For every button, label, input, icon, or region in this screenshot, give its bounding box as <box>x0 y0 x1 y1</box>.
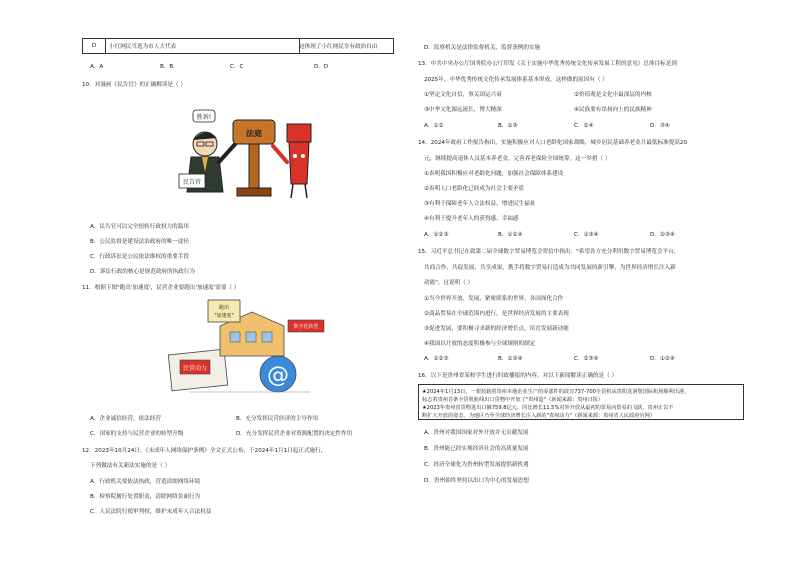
q15-option-d: D．①②④ <box>650 356 675 362</box>
q15-stem-3: 动能"。这说明（ ） <box>424 280 474 286</box>
gavel-label: 法庭 <box>246 129 262 138</box>
speech-bubble: 胜诉! <box>196 114 212 121</box>
q15-item-1: ①当今世界开放、发展、紧密联系的世界，各国深化合作 <box>424 296 564 302</box>
q12-stem-1: 12．2023年10月24日，《未成年人网络保护条例》全文正式公布，于2024年1月1日起正式施行， <box>82 448 327 454</box>
q13-option-a: A．①② <box>424 123 444 129</box>
q12-stem-2: 下列做法有关新法实施的是（ ） <box>90 463 171 469</box>
q12-option-c: C．人民法院行使审判权，维护未成年人合法权益 <box>90 509 212 515</box>
option-d: D．D <box>314 64 329 70</box>
q14-option-d: D．②③④ <box>650 232 675 238</box>
q13-item-3: ③中华文化源远流长，博大精深 <box>424 107 502 113</box>
q16-option-a: A．贵州对我国国家对外开放并无贡献发展 <box>424 430 529 436</box>
q15-item-3: ③促进发展，要积极寻求新的经济增长点，培育发展新动能 <box>424 326 569 332</box>
q10-stem: 10．对漫画《民告官》的正确解读是（ ） <box>82 82 186 88</box>
q14-option-c: C．①③④ <box>574 232 599 238</box>
news-2-line-2: 断扩大开放的姿态，为地区乃至全球经济增长注入新的"贵州动力"（新闻来源：贵州省人民政府官网） <box>422 413 656 419</box>
q15-item-4: ④我国以开放的态度积极参与全球规则的制定 <box>424 341 536 347</box>
q11-option-a: A．企业诚信经营，依法经营 <box>90 416 161 422</box>
cartoon-private-enterprise <box>160 296 340 400</box>
option-b: B．B <box>160 64 174 70</box>
q11-stem: 11．根据下图"跑出'加速度'，民营企业要跑出'加速度'需要（ ） <box>82 285 240 291</box>
q13-item-1: ①坚定文化自信，事关国运兴衰 <box>424 92 502 98</box>
table-cell-right: 这体现了小红网民享有政治自由 <box>299 44 378 50</box>
q15-stem-2: 共商合作、共促发展、共享成果，携手将数字贸易打造成为共同发展的新引擎，为世界经济增长注入新 <box>424 265 676 271</box>
banner-label: 民营动力 <box>182 365 208 372</box>
q13-option-c: C．②④ <box>574 123 594 129</box>
q13-stem-2: 2025年，中华优秀传统文化传承发展体系基本形成。这样做的原因有（ ） <box>424 77 608 83</box>
news-1-line-1: ★2024年1月13日，一架装载着贵州本地企业生产的零部件的波音737-700全货机从贵阳龙洞堡国际机场顺利出港， <box>422 389 690 395</box>
q13-item-2: ②价值观是文化中最深层的内核 <box>574 92 652 98</box>
q15-item-2: ②商品贸易在全球范围内进行，是世界经济发展的主要表现 <box>424 311 569 317</box>
q15-option-b: B．①③④ <box>498 356 523 362</box>
table-cell-left: 小红网民当选为市人大代表 <box>105 39 300 53</box>
option-a: A．A <box>90 64 104 70</box>
sign-label-2: "加速度" <box>214 313 234 319</box>
q14-option-b: B．①②④ <box>498 232 523 238</box>
q15-option-c: C．②③④ <box>574 356 599 362</box>
q15-stem-1: 15．习近平总书记在致第二届全球数字贸易博览会贺信中指出："希望各方充分利用数字贸易博览会平台， <box>418 249 680 255</box>
q10-option-c: C．行政诉讼是公民依法维权的重要手段 <box>90 254 190 260</box>
news-1-line-2: 标志着贵州首条全货机航线出口货物中开放了"贵州造"（新闻来源：贵州日报） <box>422 397 604 403</box>
answer-table-row <box>82 38 394 54</box>
q10-option-a: A．民告官可以完全扭转行政权力的滥用 <box>90 224 189 230</box>
q13-option-d: D．③④ <box>650 123 670 129</box>
option-c: C．C <box>230 64 244 70</box>
sign-label: 民告官 <box>182 179 202 186</box>
q14-item-3: ③有利于保障老年人合法权益，增进民生福祉 <box>424 201 536 207</box>
q16-option-b: B．贵州能已经实现经济社会的高质量发展 <box>424 446 529 452</box>
q14-stem-2: 元，继续提高退休人员基本养老金，完善养老保险全国统筹。这一举措（ ） <box>424 156 611 162</box>
q14-item-1: ①表明我国积极应对老龄化问题，加强社会保障体系建设 <box>424 171 564 177</box>
q12-option-a: A．行政机关要依法执政，营造清朗网络环境 <box>90 479 201 485</box>
q14-item-2: ②表明人口老龄化已经成为社会主要矛盾 <box>424 186 525 192</box>
q12-option-b: B．检察院履行处置职责，清除网络负面行为 <box>90 494 201 500</box>
q16-option-d: D．贵州始终坚持以出口为中心的发展思想 <box>424 478 529 484</box>
q16-stem: 16．以下是贵州省某校学生进行时政播报的内容，对以下新闻解读正确的是（ ） <box>418 373 618 379</box>
q14-option-a: A．①②③ <box>424 232 449 238</box>
q13-stem-1: 13．中共中央办公厅国务院办公厅印发《关于实施中华优秀传统文化传承发展工程的意见》总体目标是到 <box>418 61 677 67</box>
q15-option-a: A．①②③ <box>424 356 449 362</box>
table-cell-label: D <box>83 39 106 53</box>
q11-option-d: D．充分发挥民营企业对资源配置的决定性作用 <box>236 431 353 437</box>
news-2-line-1: ★2023年贵州省货物进出口额759.8亿元，同比增长11.5%对外开放从最初的贸易向贸易的飞跃，贵州正以不 <box>422 405 674 411</box>
q12-option-d: D．监察机关是法律监督机关，监督条例的实施 <box>424 45 541 51</box>
q11-option-c: C．国家的支持与民营企业的转型升级 <box>90 431 184 437</box>
q10-option-b: B．公民监督是建设法治政府的唯一途径 <box>90 239 189 245</box>
q13-item-4: ④民族要有昂扬向上的民族精神 <box>574 107 652 113</box>
q10-option-d: D．诉讼行政的核心是规范政府的执政行为 <box>90 269 195 275</box>
q14-item-4: ④有利于提升老年人的获得感、幸福感 <box>424 216 519 222</box>
cartoon-people-vs-government <box>175 102 325 204</box>
q13-option-b: B．①③ <box>498 123 518 129</box>
tag-label: 数字化转型 <box>293 324 319 330</box>
q11-option-b: B．充分发挥民营经济的主导作用 <box>236 416 319 422</box>
q16-option-c: C．经济全球化为贵州转型发展提供新机遇 <box>424 462 529 468</box>
q14-stem-1: 14．2024年政府工作报告指出，实施积极应对人口老龄化国家战略，城乡居民基础养老金月最低标准提高20 <box>418 140 688 146</box>
sign-label: 跑出 <box>218 305 230 311</box>
at-icon: @ <box>267 363 289 388</box>
